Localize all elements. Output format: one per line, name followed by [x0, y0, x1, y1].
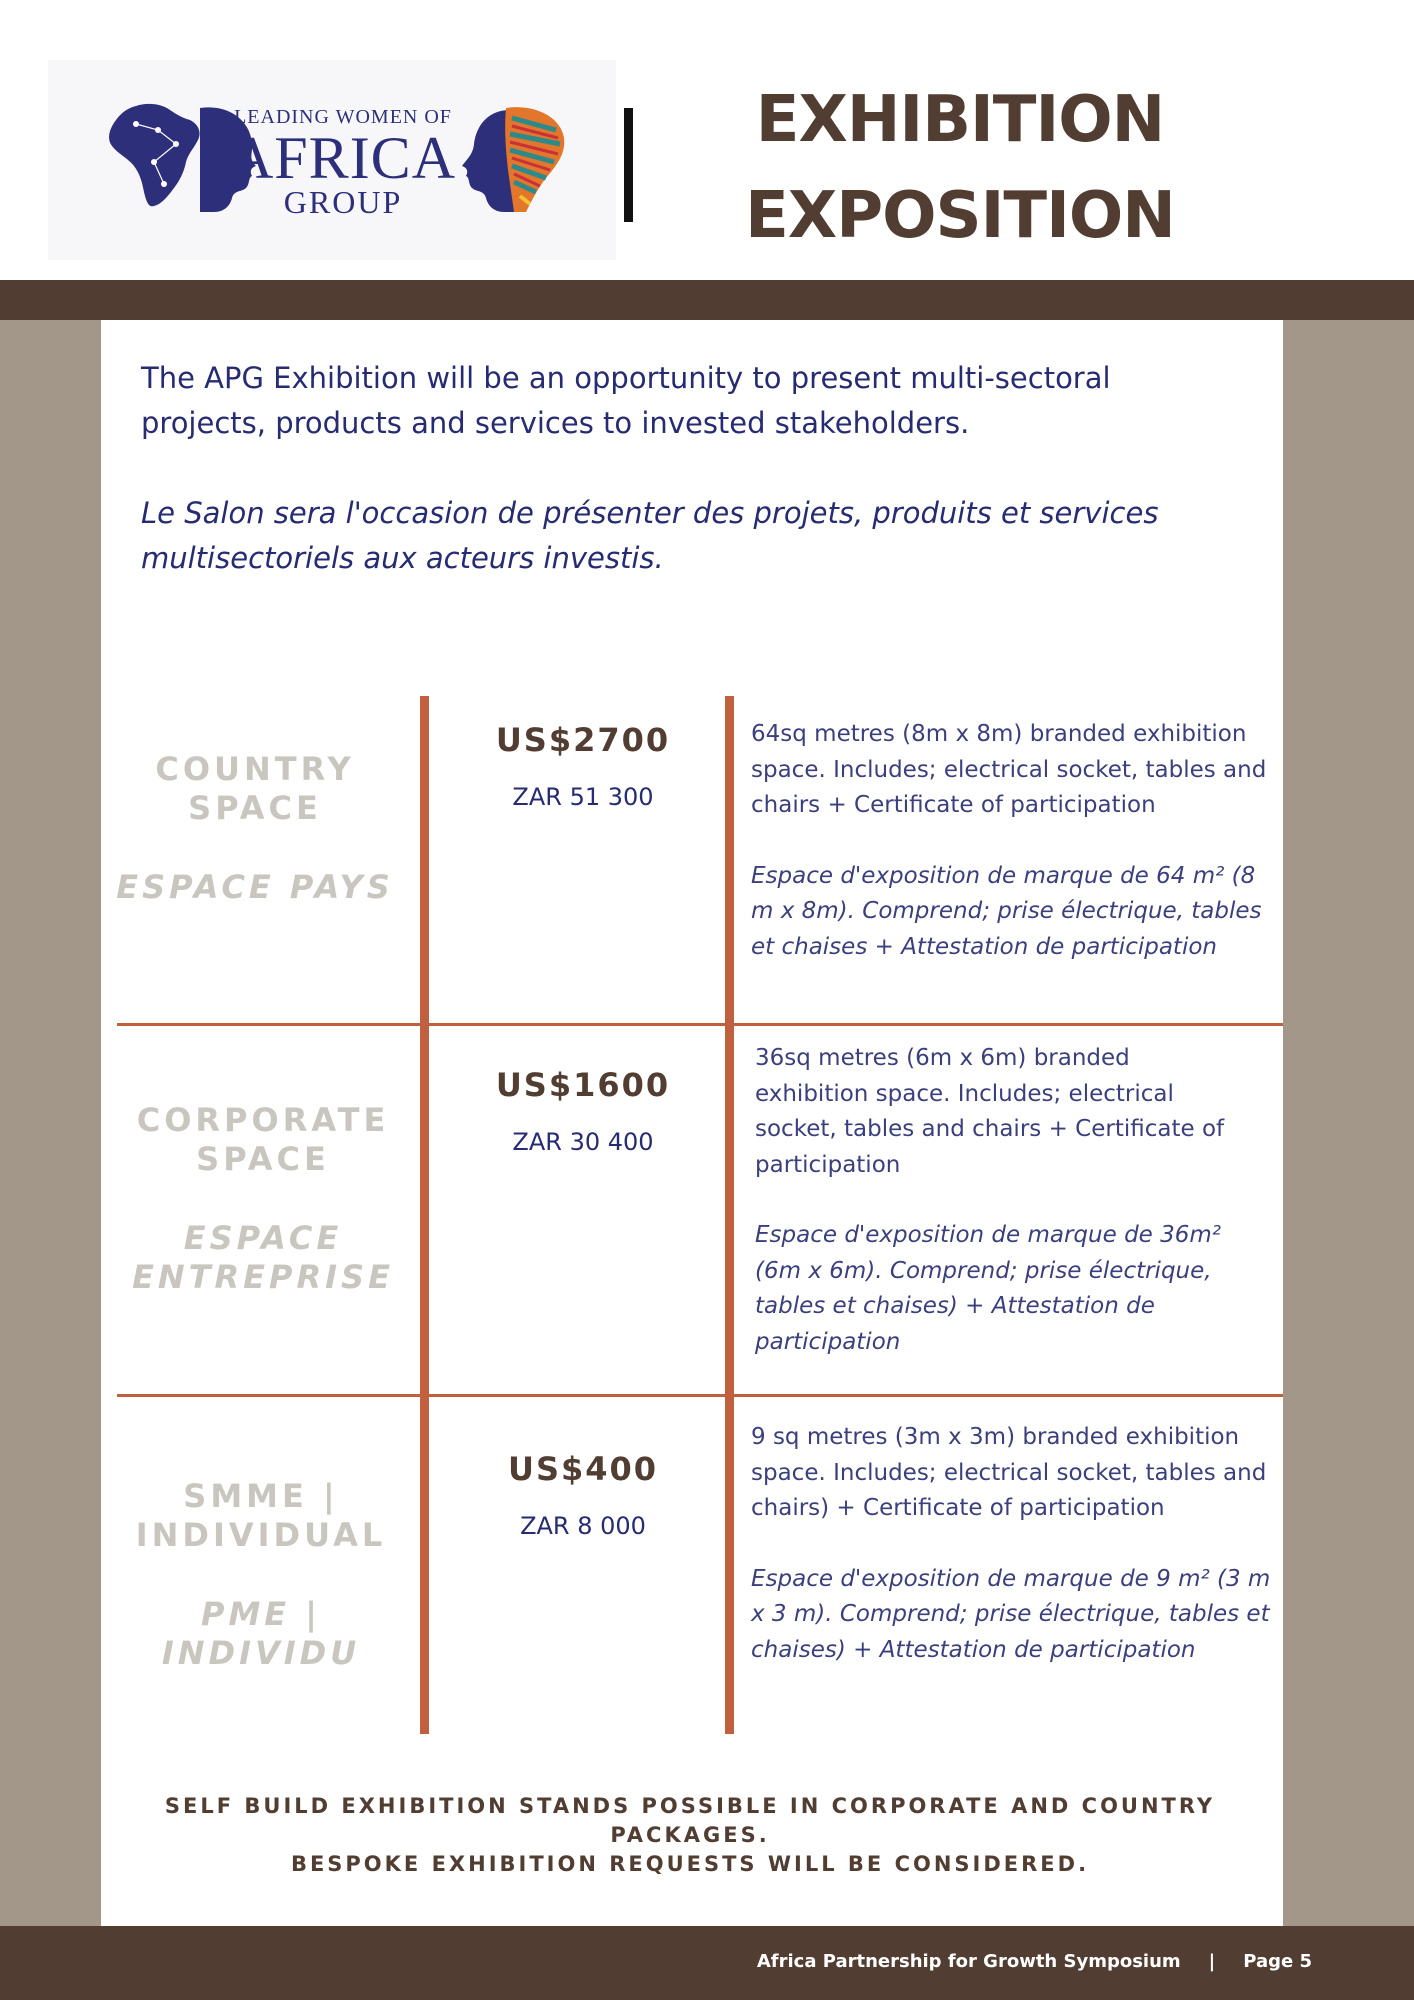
table-divider-horizontal-2: [117, 1394, 1283, 1397]
package-name-fr: PME | INDIVIDU: [161, 1595, 361, 1672]
intro-french: Le Salon sera l'occasion de présenter des projets, produits et services multisectoriels aux acteurs investis.: [141, 496, 1159, 575]
header-band: [0, 280, 1414, 320]
note-line-2: BESPOKE EXHIBITION REQUESTS WILL BE CONSIDERED.: [290, 1852, 1090, 1876]
description-fr: Espace d'exposition de marque de 64 m² (8 m x 8m). Comprend; prise électrique, tables et chaises + Attestation de participation: [751, 862, 1262, 960]
woman-profile-headwrap-icon: [460, 104, 570, 216]
footer-separator: |: [1208, 1951, 1216, 1972]
left-margin-band: [0, 320, 101, 1926]
package-name-en: SMME | INDIVIDUAL: [135, 1477, 387, 1554]
footer-event-name: Africa Partnership for Growth Symposium: [756, 1951, 1181, 1972]
page-number: Page 5: [1243, 1951, 1312, 1972]
package-name-en: COUNTRY SPACE: [155, 750, 355, 827]
logo: [48, 60, 616, 260]
intro-english: The APG Exhibition will be an opportunity to present multi-sectoral projects, products and services to invested stakeholders.: [141, 361, 1111, 440]
package-price-country: [438, 720, 728, 812]
footer-text: [757, 1950, 1312, 1974]
footer: [0, 1926, 1414, 2000]
description-fr: Espace d'exposition de marque de 36m² (6m x 6m). Comprend; prise électrique, tables et chaises) + Attestation de participation: [755, 1222, 1222, 1355]
package-description-corporate: [755, 1041, 1235, 1360]
price-zar: ZAR 30 400: [512, 1128, 654, 1156]
logo-wordmark: [218, 106, 468, 220]
header: [0, 0, 1414, 280]
package-description-smme: [751, 1420, 1281, 1668]
logo-line-top: LEADING WOMEN OF: [234, 106, 452, 128]
table-divider-vertical-1: [420, 696, 429, 1734]
package-price-smme: [438, 1449, 728, 1541]
price-zar: ZAR 8 000: [520, 1512, 646, 1540]
package-label-corporate: [118, 1101, 408, 1297]
package-name-en: CORPORATE SPACE: [136, 1101, 390, 1178]
package-price-corporate: [438, 1065, 728, 1157]
package-name-fr: ESPACE ENTREPRISE: [132, 1219, 394, 1296]
package-name-fr: ESPACE PAYS: [116, 868, 394, 906]
page-title-line-2: EXPOSITION: [745, 179, 1175, 253]
page-title: [700, 72, 1220, 264]
price-zar: ZAR 51 300: [512, 783, 654, 811]
description-fr: Espace d'exposition de marque de 9 m² (3 m x 3 m). Comprend; prise électrique, tables et chaises) + Attestation de participation: [751, 1565, 1271, 1663]
exhibition-note: [140, 1792, 1240, 1879]
logo-line-bottom: GROUP: [283, 184, 403, 220]
table-divider-vertical-2: [725, 696, 734, 1734]
package-label-smme: [106, 1477, 416, 1673]
intro: [141, 356, 1201, 581]
price-usd: US$400: [507, 1450, 659, 1488]
package-label-country: [110, 750, 400, 907]
description-en: 36sq metres (6m x 6m) branded exhibition space. Includes; electrical socket, tables and chairs + Certificate of participation: [755, 1045, 1225, 1178]
price-usd: US$2700: [495, 721, 671, 759]
logo-line-main: AFRICA: [229, 125, 457, 191]
note-line-1: SELF BUILD EXHIBITION STANDS POSSIBLE IN CORPORATE AND COUNTRY PACKAGES.: [164, 1794, 1216, 1847]
description-en: 9 sq metres (3m x 3m) branded exhibition space. Includes; electrical socket, tables and chairs) + Certificate of participation: [751, 1424, 1267, 1521]
right-margin-band: [1283, 320, 1414, 1926]
page-title-line-1: EXHIBITION: [755, 83, 1165, 157]
header-divider: [624, 108, 633, 222]
description-en: 64sq metres (8m x 8m) branded exhibition space. Includes; electrical socket, tables and chairs + Certificate of participation: [751, 721, 1267, 818]
price-usd: US$1600: [495, 1066, 671, 1104]
package-description-country: [751, 717, 1281, 965]
table-divider-horizontal-1: [117, 1023, 1283, 1026]
